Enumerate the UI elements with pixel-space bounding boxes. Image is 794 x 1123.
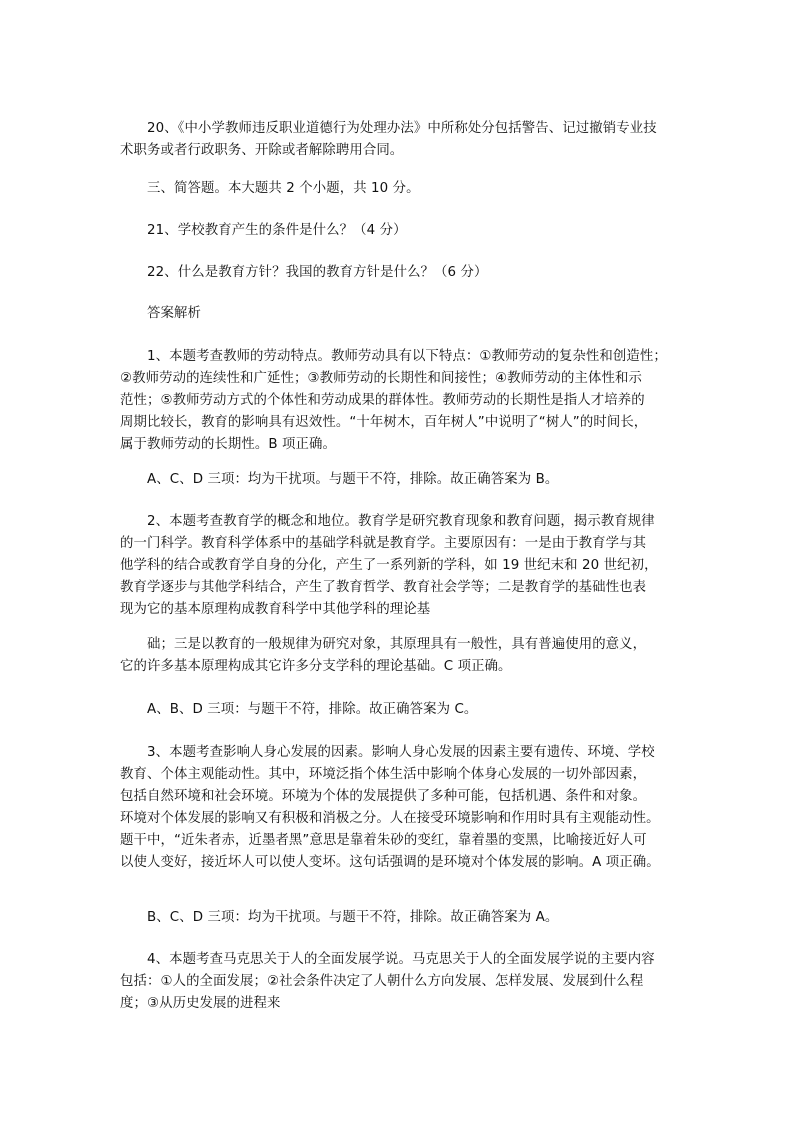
text-line: 它的许多基本原理构成其它许多分支学科的理论基础。C 项正确。 xyxy=(120,659,512,674)
text-line: 的一门科学。教育科学体系中的基础学科就是教育学。主要原因有：一是由于教育学与其 xyxy=(120,536,647,551)
text-line: 2、本题考查教育学的概念和地位。教育学是研究教育现象和教育问题，揭示教育规律 xyxy=(147,514,655,529)
text-line: 周期比较长，教育的影响具有迟效性。“十年树木，百年树人”中说明了“树人”的时间长， xyxy=(120,415,648,430)
text-line: 教育学逐步与其他学科结合，产生了教育哲学、教育社会学等；二是教育学的基础性也表 xyxy=(120,580,647,595)
text-line: 22、什么是教育方针？我国的教育方针是什么？（6 分） xyxy=(147,265,488,280)
text-line: 包括自然环境和社会环境。环境为个体的发展提供了多种可能，包括机遇、条件和对象。 xyxy=(120,789,647,804)
answer-2-continued xyxy=(120,634,680,678)
text-line: 1、本题考查教师的劳动特点。教师劳动具有以下特点：①教师劳动的复杂性和创造性； xyxy=(147,349,667,364)
text-line: 术职务或者行政职务、开除或者解除聘用合同。 xyxy=(120,143,404,158)
text-line: 4、本题考查马克思关于人的全面发展学说。马克思关于人的全面发展学说的主要内容 xyxy=(147,952,655,967)
text-line: A、B、D 三项：与题干不符，排除。故正确答案为 C。 xyxy=(147,702,478,717)
answer-3-other-options xyxy=(120,907,680,929)
text-line: 包括：①人的全面发展；②社会条件决定了人朝什么方向发展、怎样发展、发展到什么程 xyxy=(120,974,644,989)
answer-2 xyxy=(120,511,680,621)
question-20 xyxy=(120,118,680,162)
text-line: 21、学校教育产生的条件是什么？（4 分） xyxy=(147,223,407,238)
answer-4 xyxy=(120,949,680,1015)
answer-analysis-heading: 答案解析 xyxy=(147,306,201,321)
answer-1-other-options xyxy=(120,469,680,491)
text-line: B、C、D 三项：均为干扰项。与题干不符，排除。故正确答案为 A。 xyxy=(147,910,559,925)
text-line: 范性；⑤教师劳动方式的个体性和劳动成果的群体性。教师劳动的长期性是指人才培养的 xyxy=(120,393,645,408)
answer-3 xyxy=(120,742,680,874)
text-line: 他学科的结合或教育学自身的分化，产生了一系列新的学科，如 19 世纪末和 20 世纪初， xyxy=(120,558,658,573)
question-22 xyxy=(120,262,680,284)
text-line: 属于教师劳动的长期性。B 项正确。 xyxy=(120,437,337,452)
answer-1 xyxy=(120,346,680,456)
text-line: 度；③从历史发展的进程来 xyxy=(120,996,281,1011)
answer-heading xyxy=(120,303,680,325)
answer-2-other-options xyxy=(120,699,680,721)
question-21 xyxy=(120,220,680,242)
section-3-heading: 三、简答题。本大题共 2 个小题，共 10 分。 xyxy=(147,181,420,196)
text-line: 以使人变好，接近坏人可以使人变坏。这句话强调的是环境对个体发展的影响。A 项正确。 xyxy=(120,855,660,870)
text-line: A、C、D 三项：均为干扰项。与题干不符，排除。故正确答案为 B。 xyxy=(147,472,559,487)
text-line: 3、本题考查影响人身心发展的因素。影响人身心发展的因素主要有遗传、环境、学校 xyxy=(147,745,655,760)
text-line: 环境对个体发展的影响又有积极和消极之分。人在接受环境影响和作用时具有主观能动性。 xyxy=(120,811,660,826)
text-line: 20、《中小学教师违反职业道德行为处理办法》中所称处分包括警告、记过撤销专业技 xyxy=(147,121,657,136)
text-line: 教育、个体主观能动性。其中，环境泛指个体生活中影响个体身心发展的一切外部因素， xyxy=(120,767,647,782)
text-line: 现为它的基本原理构成教育科学中其他学科的理论基 xyxy=(120,602,431,617)
section-heading xyxy=(120,178,680,200)
text-line: ②教师劳动的连续性和广延性；③教师劳动的长期性和间接性；④教师劳动的主体性和示 xyxy=(120,371,642,386)
text-line: 题干中，“近朱者赤，近墨者黑”意思是靠着朱砂的变红，靠着墨的变黑，比喻接近好人可 xyxy=(120,833,647,848)
text-line: 础；三是以教育的一般规律为研究对象，其原理具有一般性，具有普遍使用的意义， xyxy=(147,637,647,652)
